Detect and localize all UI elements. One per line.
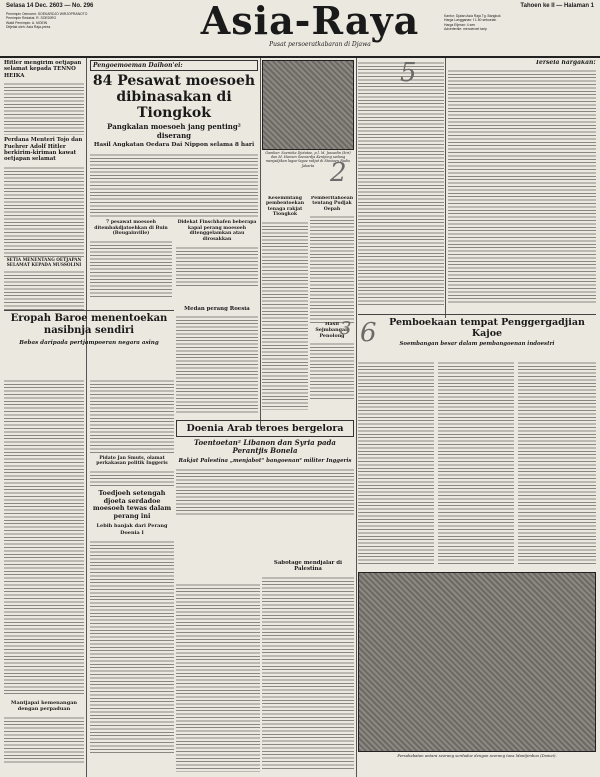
gergadjian-deck: Soembangan besar dalam pembangoenan indoestri	[399, 341, 555, 347]
newspaper-subtitle: Pusat persoeratkabaran di Djawa	[269, 41, 371, 48]
kemenangan-section	[4, 700, 84, 775]
hitler-headline: Hitler mengirim oetjapan selamat kepada TENNO HEIKA	[4, 60, 82, 79]
roesia-section	[176, 306, 258, 418]
office-info: Kantor: Djalan Asia Raja Tg. Bangkok Harga Langganan: f 1.50 seboelan Harga Etjeran: 4 sen Advertentie: menoeroet tarip	[444, 14, 501, 31]
tojo-headline: Perdana Menteri Tojo dan Fuehrer Adolf Hitler berkirim-kiriman kawat oetjapan selamat	[4, 137, 83, 163]
toedjoeh-sub: Lebih banjak dari Perang Doenia I	[96, 523, 168, 536]
mussolini-headline: SETIA MENENTANG OETJAPAN SELAMAT KEPADA MUSSOLINI	[6, 256, 82, 267]
doenia-headline: Doenia Arab teroes bergelora	[186, 423, 344, 434]
gergadjian-headline: Pemboekaan tempat Penggergadjian Kajoe	[389, 317, 585, 339]
issue-date: Selasa 14 Dec. 2603 — No. 296	[6, 3, 94, 9]
photo-section	[358, 572, 596, 775]
doenia-sub: Rakjat Palestina „menjabot" bangoenan² militer Inggeris	[178, 457, 352, 464]
doenia-section	[176, 420, 354, 580]
toedjoeh-text-2	[176, 582, 260, 775]
eropah-text-2	[90, 378, 174, 488]
gergadjian-text	[358, 360, 596, 570]
kemenangan-headline: Mantjapai kemenangan dengan perpaduan	[10, 700, 78, 713]
hasil-headline: Hasil Sejmbangan Penolong	[315, 322, 349, 339]
soldier-photo	[358, 572, 596, 752]
eropah-headline: Eropah Baroe menentoekan nasibnja sendiri	[10, 313, 168, 336]
eropah-section	[4, 308, 174, 378]
kesemintang-headline: Kesemintang pembentoekan tenaga rakjat Tiongkok	[265, 196, 305, 218]
newspaper-logo: Asia-Raya	[200, 0, 420, 43]
column-right-a	[358, 60, 444, 308]
eropah-text	[4, 378, 84, 698]
gergadjian-section	[358, 312, 596, 358]
staff-list: Pemimpin Oemoem: SOEKARDJO WIRJOPRANOTO Pemimpin Redaksi: R. SOEDIRO Wakil Pemimpin: A. MOEIN Ditjetak oleh: Asia Raja-press	[6, 12, 88, 29]
doenia-deck: Toentoetan² Libanon dan Syria pada Perantjis Bonela	[194, 438, 336, 456]
main-headline: 84 Pesawat moesoeh dibinasakan di Tiongkok	[92, 73, 256, 121]
sabotage-section	[262, 560, 354, 775]
sabotage-headline: Sabotage mendjalar di Palestina	[273, 560, 343, 573]
radio-photo	[262, 60, 354, 150]
smuts-headline: Pidato Jan Smuts, olamat perkakasan politik Inggeris	[96, 456, 168, 467]
photo-caption: Gambar: Soerieka Djotatoe, p.l. M. Jasoedin (kiri) dan M. Haroen Soenardja Kentjong sedang menjadjikan lagoe-lagoe rakjat di Stasioen Radio Jakarta	[265, 151, 351, 168]
eropah-subhead: Bebas daripada pertjampoeran negara asing	[19, 340, 159, 346]
photo-caption-2: Persahabatan antara seorang serdadoe dengan seorang toea Mantjimboo (Domei).	[397, 753, 557, 758]
main-story	[90, 60, 258, 305]
finschhafen-headline: Didekat Finschhafen beberapa kapal perang moesoeh ditenggelamkan atau dirosakkan	[177, 220, 257, 242]
buin-headline: 7 pesawat moesoeh ditembakdjatoehkan di Buin (Bougainville)	[94, 220, 168, 237]
pencil-number-3: 3	[340, 318, 352, 339]
kesemintang-section	[262, 196, 308, 416]
year-page: Tahoen ke II — Halaman 1	[520, 3, 594, 9]
masthead	[0, 0, 600, 58]
pencil-number-6: 6	[360, 318, 377, 348]
roesia-headline: Medan perang Roesia	[184, 306, 250, 312]
pencil-number-5: 5	[400, 58, 417, 88]
terselip-headline: Tersela hargakan!	[535, 60, 596, 66]
pudjak-section	[310, 196, 354, 326]
toedjoeh-headline: Toedjoeh setengah djoeta serdadoe moesoeh tewas dalam perang ini	[92, 490, 172, 520]
column-right-b	[448, 60, 596, 312]
pencil-number-2: 2	[330, 158, 347, 188]
pudjak-headline: Pemberitahoean tentang Pudjak Oepah	[310, 196, 354, 212]
kicker: Pengoemoeman Daihon'ei:	[93, 62, 183, 69]
main-sub: Hasil Angkatan Oedara Dai Nippon selama 8 hari	[93, 142, 255, 149]
toedjoeh-section	[90, 490, 174, 775]
main-deck: Pangkalan moesoeh jang penting² diserang	[107, 122, 241, 140]
